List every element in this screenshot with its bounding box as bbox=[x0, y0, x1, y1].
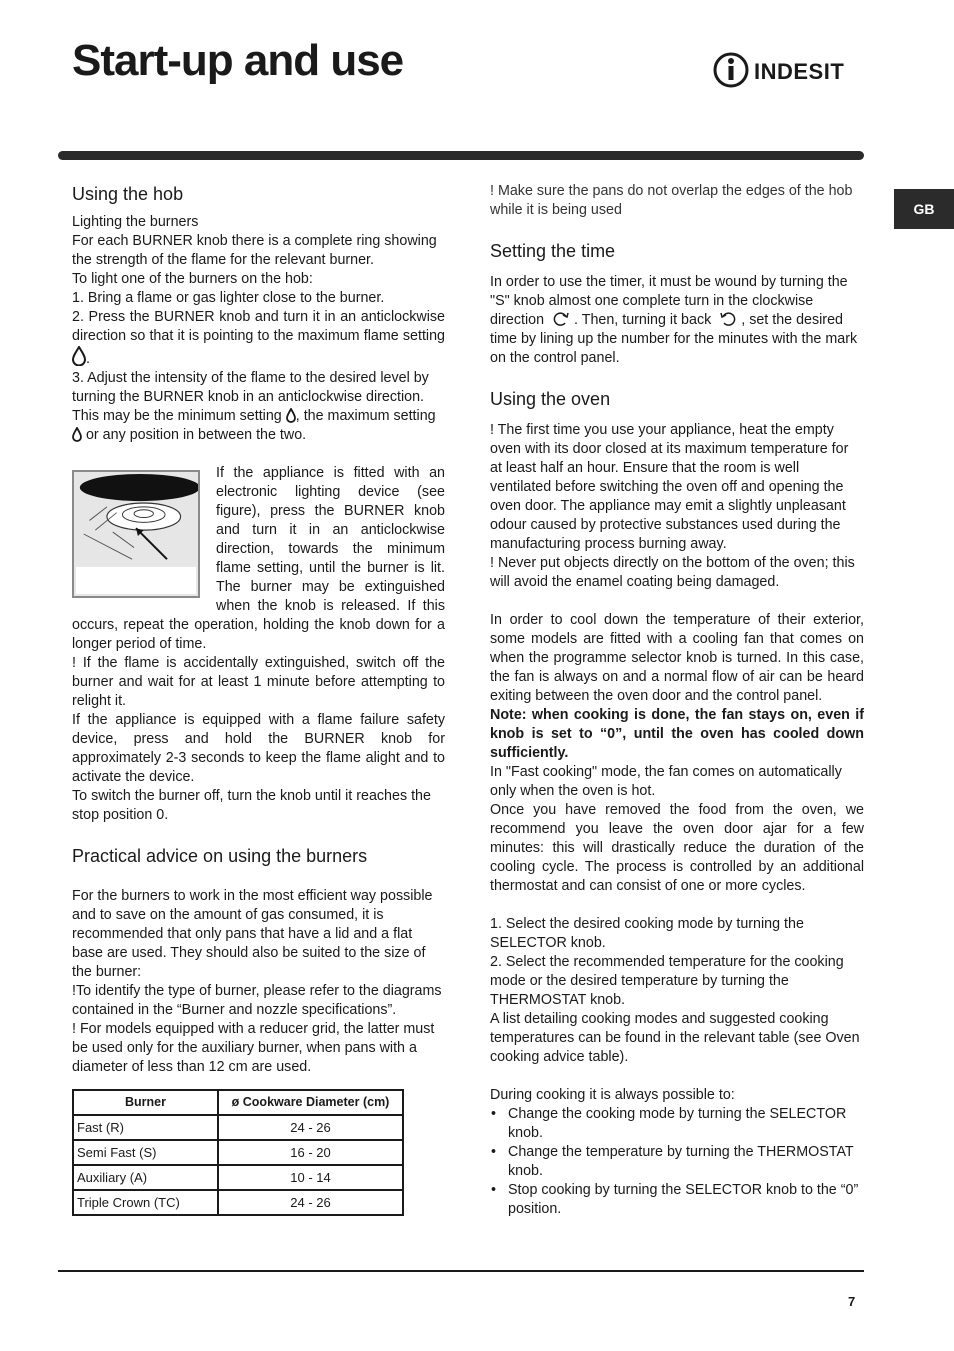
flame-failure-para: If the appliance is equipped with a flame failure safety device, press and hold the BURNER knob for approximately 2-3 seconds to keep the flame alight and to activate the device. bbox=[72, 712, 445, 785]
burner-name: Auxiliary (A) bbox=[73, 1165, 218, 1190]
clockwise-arrow-icon bbox=[552, 311, 570, 327]
table-row bbox=[73, 1115, 403, 1140]
hob-step-3: 3. Adjust the intensity of the flame to the desired level by turning the BURNER knob in an anticlockwise direction. This may be the minimum setting , the maximum setting or any position in between the two. bbox=[72, 370, 436, 443]
advice-para-3: ! For models equipped with a reducer grid, the latter must be used only for the auxiliary burner, when pans with a diameter of less than 12 cm are used. bbox=[72, 1021, 435, 1075]
hob-para-1: For each BURNER knob there is a complete ring showing the strength of the flame for the relevant burner. bbox=[72, 233, 437, 268]
right-column bbox=[490, 182, 864, 1219]
oven-bottom-note: ! Never put objects directly on the bottom of the oven; this will avoid the enamel coating being damaged. bbox=[490, 555, 855, 590]
brand-text: INDESIT bbox=[754, 59, 845, 84]
hob-para-2: To light one of the burners on the hob: bbox=[72, 271, 313, 287]
flame-extinguished-note: ! If the flame is accidentally extinguished, switch off the burner and wait for at least 1 minute before attempting to relight it. bbox=[72, 655, 445, 709]
cooking-table-ref: A list detailing cooking modes and suggested cooking temperatures can be found in the relevant table (see Oven cooking advice table). bbox=[490, 1011, 860, 1065]
header-burner: Burner bbox=[73, 1090, 218, 1115]
oven-step-1: 1. Select the desired cooking mode by turning the SELECTOR knob. bbox=[490, 916, 804, 951]
burner-name: Fast (R) bbox=[73, 1115, 218, 1140]
hob-heading: Using the hob bbox=[72, 184, 184, 204]
burner-diameter: 24 - 26 bbox=[218, 1115, 403, 1140]
table-header-row bbox=[73, 1090, 403, 1115]
bottom-divider bbox=[58, 1270, 864, 1272]
header-diameter: ø Cookware Diameter (cm) bbox=[218, 1090, 403, 1115]
during-cooking-list bbox=[490, 1105, 864, 1219]
burner-name: Triple Crown (TC) bbox=[73, 1190, 218, 1215]
list-item: • Change the cooking mode by turning the SELECTOR knob. bbox=[490, 1105, 864, 1143]
timer-para: In order to use the timer, it must be wound by turning the "S" knob almost one complete turn in the clockwise direction . Then, turning it back , set the desired time by lining up the number for the minutes with the mark on the control panel. bbox=[490, 274, 858, 366]
min-flame-icon bbox=[286, 408, 296, 423]
page-number: 7 bbox=[848, 1294, 856, 1309]
burner-table bbox=[72, 1089, 404, 1216]
burner-diameter: 10 - 14 bbox=[218, 1165, 403, 1190]
max-flame-icon bbox=[72, 346, 86, 366]
burner-diameter: 16 - 20 bbox=[218, 1140, 403, 1165]
list-item: • Change the temperature by turning the THERMOSTAT knob. bbox=[490, 1143, 864, 1181]
anticlockwise-arrow-icon bbox=[719, 311, 737, 327]
oven-heading: Using the oven bbox=[490, 389, 611, 409]
hob-step-2: 2. Press the BURNER knob and turn it in an anticlockwise direction so that it is pointing to the maximum flame setting . bbox=[72, 309, 445, 367]
oven-step-2: 2. Select the recommended temperature for the cooking mode or the desired temperature by turning the THERMOSTAT knob. bbox=[490, 954, 844, 1008]
page-title: Start-up and use bbox=[72, 36, 404, 85]
advice-para-1: For the burners to work in the most efficient way possible and to save on the amount of gas consumed, it is recommended that only pans that have a lid and a flat base are used. They should also be suited to the size of the burner: bbox=[72, 888, 433, 980]
burner-ignition-figure bbox=[72, 470, 200, 598]
table-row bbox=[73, 1140, 403, 1165]
max-flame-small-icon bbox=[72, 427, 82, 442]
burner-diameter: 24 - 26 bbox=[218, 1190, 403, 1215]
time-heading: Setting the time bbox=[490, 241, 616, 261]
advice-heading: Practical advice on using the burners bbox=[72, 846, 368, 866]
fast-cooking-para: In "Fast cooking" mode, the fan comes on automatically only when the oven is hot. bbox=[490, 764, 842, 799]
table-row bbox=[73, 1190, 403, 1215]
switch-off-para: To switch the burner off, turn the knob until it reaches the stop position 0. bbox=[72, 788, 431, 823]
table-row bbox=[73, 1165, 403, 1190]
indesit-logo bbox=[712, 50, 862, 90]
during-cooking-intro: During cooking it is always possible to: bbox=[490, 1087, 735, 1103]
list-item: • Stop cooking by turning the SELECTOR knob to the “0” position. bbox=[490, 1181, 864, 1219]
top-divider bbox=[58, 151, 864, 160]
cooling-fan-para: In order to cool down the temperature of their exterior, some models are fitted with a cooling fan that comes on when the programme selector knob is turned. In this case, the fan is always on and a normal flow of air can be heard exiting between the oven door and the control panel. bbox=[490, 612, 864, 704]
oven-first-use-note: ! The first time you use your appliance, heat the empty oven with its door closed at its maximum temperature for at least half an hour. Ensure that the room is well ventilated before switching the oven off and opening the oven door. The appliance may emit a slightly unpleasant odour caused by protective substances used during the manufacturing process burning away. bbox=[490, 422, 849, 552]
electronic-lighting-para: If the appliance is fitted with an electronic lighting device (see figure), press the BURNER knob and turn it in an anticlockwise direction, towards the minimum flame setting, until the burner is lit. The burner may be extinguished when the knob is released. If this occurs, repeat the operation, holding the knob down for a longer period of time. bbox=[72, 465, 445, 652]
left-column bbox=[72, 182, 445, 1216]
language-tab: GB bbox=[894, 189, 954, 229]
fan-note: Note: when cooking is done, the fan stays on, even if knob is set to “0”, until the oven has cooled down sufficiently. bbox=[490, 707, 864, 761]
pans-overlap-note: ! Make sure the pans do not overlap the edges of the hob while it is being used bbox=[490, 183, 853, 218]
burner-name: Semi Fast (S) bbox=[73, 1140, 218, 1165]
hob-step-1: 1. Bring a flame or gas lighter close to the burner. bbox=[72, 290, 385, 306]
advice-para-2: !To identify the type of burner, please refer to the diagrams contained in the “Burner and nozzle specifications”. bbox=[72, 983, 442, 1018]
door-ajar-para: Once you have removed the food from the oven, we recommend you leave the oven door ajar for a few minutes: this will drastically reduce the duration of the cooling cycle. The process is controlled by an additional thermostat and can consist of one or more cycles. bbox=[490, 802, 864, 894]
lighting-subheading: Lighting the burners bbox=[72, 214, 199, 230]
